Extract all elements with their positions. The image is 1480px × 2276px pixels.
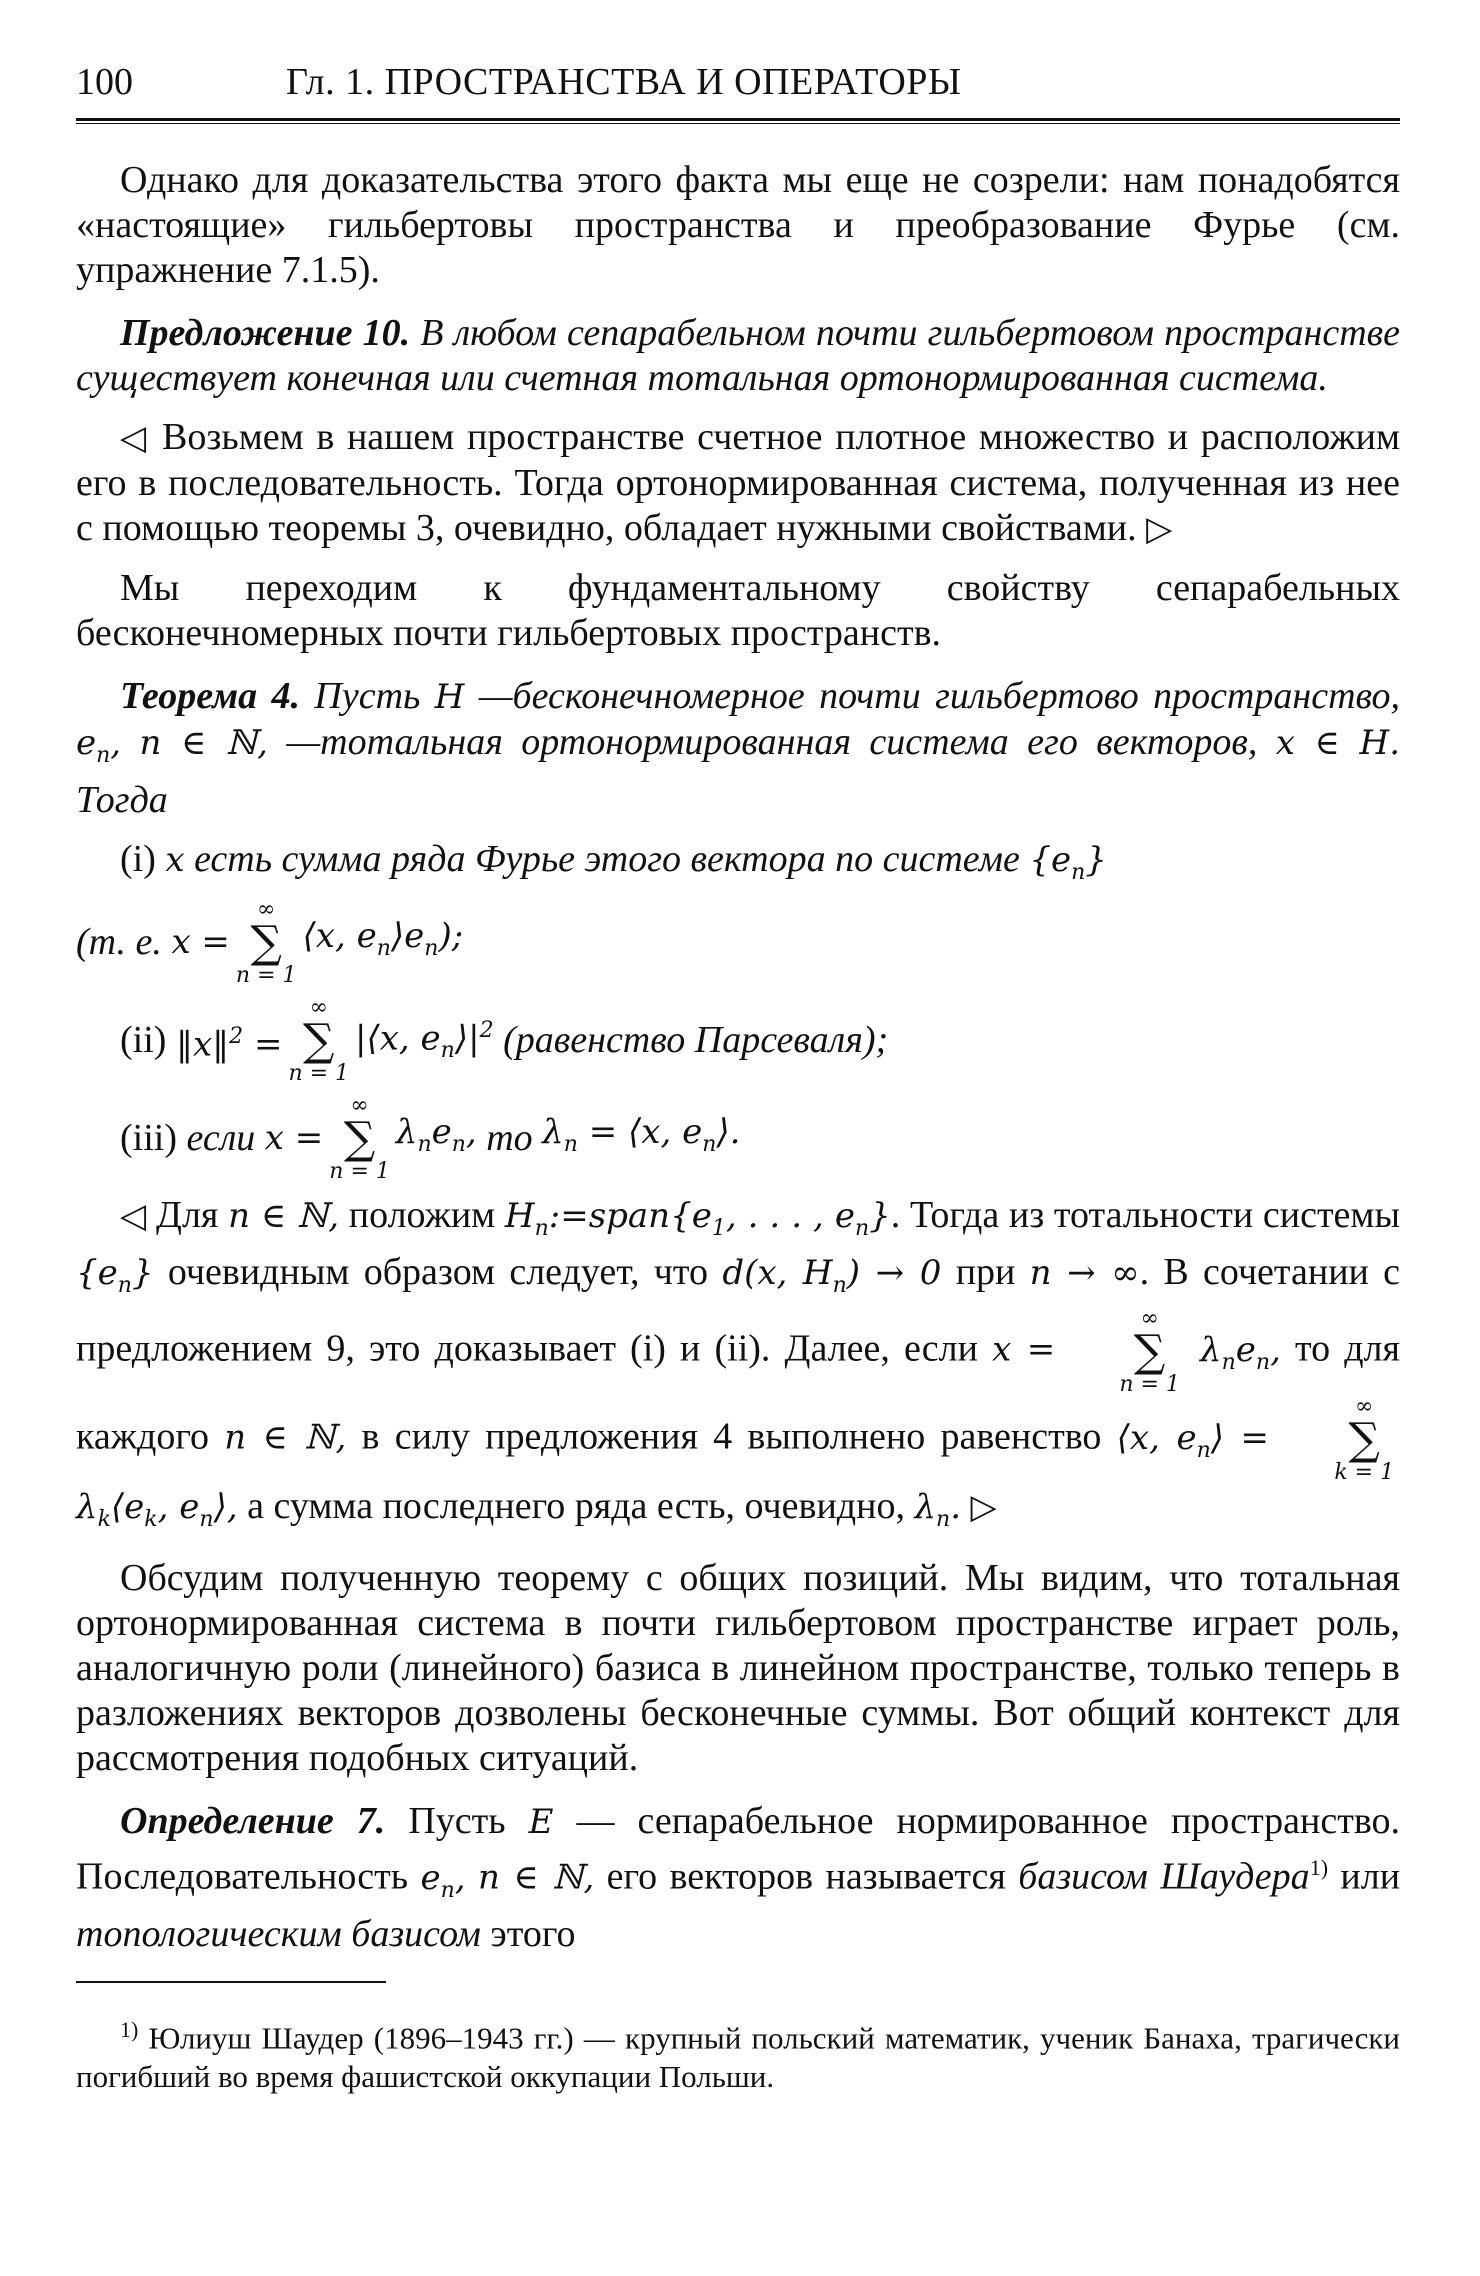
theorem-text-3: —тотальная ортонормированная система его векторов, — [286, 721, 1258, 763]
math-set-en: $\{e_n\}$ — [1029, 839, 1107, 885]
math-en: $e_n$, — [76, 723, 122, 768]
definition-text-2: — сепарабельное нормированное пространство. Последовательность — [76, 1799, 1401, 1898]
math-distance: d(x, $H_n) \to 0$ — [722, 1253, 942, 1299]
proof-2-s9: а сумма последнего ряда есть, очевидно, — [247, 1485, 905, 1528]
item-i-label: (i) — [120, 837, 156, 880]
definition-label: Определение 7. — [120, 1799, 386, 1842]
running-header — [76, 60, 1400, 118]
paragraph-discussion: Обсудим полученную теорему с общих позиций. Мы видим, что тотальная ортонормированная система в почти гильбертовом пространстве играет роль, аналогичную роли (линейного) базиса в линейном пространстве, только теперь в разложениях векторов дозволены бесконечные суммы. Вот общий контекст для рассмотрения подобных ситуаций. — [76, 1556, 1400, 1779]
proof-close-mark: ▷ — [1146, 509, 1173, 549]
proposition-10 — [76, 311, 1400, 401]
proof-2-s6: . В сочетании с предложением 9, это доказывает (i) и (ii). Далее, если — [76, 1251, 1401, 1370]
paragraph-transition: Мы переходим к фундаментальному свойству сепарабельных бесконечномерных почти гильбертовых пространств. — [76, 567, 1400, 654]
math-x: x — [165, 839, 185, 880]
definition-text-4: или — [1340, 1855, 1401, 1898]
math-n-to-inf: n → ∞ — [1029, 1253, 1140, 1294]
theorem-item-i — [76, 837, 1400, 895]
theorem-label: Теорема 4. — [120, 675, 301, 717]
item-i-text: есть сумма ряда Фурье этого вектора по системе — [194, 837, 1020, 880]
item-iii-then: то — [486, 1117, 533, 1160]
item-iii-formula — [120, 1092, 1400, 1184]
definition-7 — [76, 1799, 1400, 1957]
theorem-text-2: —бесконечномерное почти гильбертово пространство, — [478, 675, 1401, 717]
footnote-rule — [76, 1981, 386, 1983]
proof-2-s1: Для — [156, 1193, 219, 1236]
item-iii-label: (iii) — [120, 1117, 177, 1160]
footnote-separator — [76, 1981, 1400, 2011]
proposition-label: Предложение 10. — [120, 312, 411, 354]
proposition-text: В любом сепарабельном почти гильбертовом пространстве существует конечная или счетная тотальная ортонормированная система. — [76, 312, 1400, 399]
theorem-4 — [76, 674, 1400, 823]
term-schauder-basis: базисом Шаудера — [1018, 1855, 1310, 1898]
math-x-eq: x = — [171, 922, 230, 963]
math-lambda-k-sum: $\lambda_k⟨e_k$, $e_n⟩$, — [76, 1487, 238, 1532]
math-set-en: $\{e_n\}$ — [76, 1253, 154, 1299]
header-rule — [76, 118, 1400, 124]
math-x-in-H: x ∈ H. — [1275, 723, 1401, 763]
math-x-eq: x = — [992, 1329, 1056, 1370]
running-title: Гл. 1. ПРОСТРАНСТВА И ОПЕРАТОРЫ — [286, 61, 962, 103]
proof-2-s7: то для каждого — [76, 1327, 1401, 1458]
math-fourier-series: ⟨x, $e_n⟩e_n$); — [302, 916, 464, 961]
item-ii-name: (равенство Парсеваля); — [503, 1019, 889, 1062]
proof-2-s4: очевидным образом следует, что — [167, 1251, 708, 1294]
proof-1 — [76, 415, 1400, 552]
theorem-text-1: Пусть — [314, 675, 421, 717]
page — [76, 60, 1400, 2096]
footnote-ref[interactable]: 1) — [1309, 1854, 1329, 1880]
math-n-in-N: n ∈ ℕ, — [477, 1857, 595, 1898]
proof-open-mark: ◁ — [120, 418, 150, 458]
proof-2-s5: при — [955, 1251, 1016, 1294]
math-lambda-series: $\lambda_ne_n$, — [395, 1112, 477, 1157]
math-n-in-N: n ∈ ℕ, — [139, 723, 268, 763]
sum-symbol: ∞ ∑ n = 1 — [288, 994, 350, 1086]
footnote-mark: 1) — [120, 2017, 139, 2043]
proof-close-mark: ▷ — [970, 1487, 997, 1528]
definition-text-1: Пусть — [408, 1799, 506, 1842]
proof-1-text: Возьмем в нашем пространстве счетное плотное множество и расположим его в последовательность. Тогда ортонормированная система, полученная из нее с помощью теоремы 3, очевидно, обладает нужными свойствами. — [76, 416, 1401, 549]
math-lambda-value: $\lambda_n$ = ⟨x, $e_n⟩$. — [542, 1112, 741, 1157]
page-number: 100 — [76, 61, 133, 103]
item-iii-if: если — [186, 1117, 256, 1160]
math-x-eq: x = — [264, 1118, 324, 1159]
definition-text-5: этого — [490, 1913, 576, 1956]
definition-text-3: его векторов называется — [606, 1855, 1006, 1898]
proof-2 — [76, 1193, 1400, 1542]
paragraph-intro: Однако для доказательства этого факта мы еще не созрели: нам понадобятся «настоящие» гильбертовы пространства и преобразование Фурье (см. упражнение 7.1.5). — [76, 159, 1400, 291]
sum-symbol: ∞ ∑ n = 1 — [329, 1092, 390, 1184]
sum-symbol: ∞ ∑ n = 1 — [235, 896, 297, 988]
proof-open-mark: ◁ — [120, 1195, 147, 1236]
math-lambda-n: $\lambda_n$. — [914, 1487, 962, 1532]
term-topological-basis: топологическим базисом — [76, 1913, 481, 1956]
math-Hn-span: $H_n:=span\{e_1$, . . . , $e_n$} — [504, 1195, 891, 1241]
math-en: $e_n$, — [420, 1857, 466, 1903]
sum-symbol: ∞ ∑ k = 1 — [1334, 1394, 1395, 1486]
math-parseval: |⟨x, $e_n⟩|^2$ — [355, 1018, 494, 1064]
math-H: H — [434, 677, 465, 717]
item-ii-label: (ii) — [120, 1019, 167, 1062]
math-E: E — [528, 1801, 554, 1842]
proof-2-s3: . Тогда из тотальности системы — [890, 1193, 1400, 1236]
math-lambda-series: $\lambda_ne_n$, — [1200, 1329, 1281, 1375]
sum-symbol: ∞ ∑ n = 1 — [1119, 1306, 1180, 1398]
theorem-text-4: Тогда — [76, 778, 168, 821]
math-pair: ⟨x, $e_n⟩$ = — [1116, 1417, 1270, 1463]
math-n-in-N: n ∈ ℕ, — [224, 1417, 347, 1458]
proof-2-s8: в силу предложения 4 выполнено равенство — [361, 1415, 1102, 1458]
footnote — [76, 2011, 1400, 2095]
math-n-in-N: n ∈ ℕ, — [228, 1195, 340, 1236]
item-i-formula — [76, 896, 1400, 988]
item-ii-formula — [120, 994, 1400, 1086]
math-norm: ‖x‖$^2$ = — [175, 1023, 283, 1065]
proof-2-s2: положим — [348, 1193, 496, 1236]
footnote-text: Юлиуш Шаудер (1896–1943 гг.) — крупный польский математик, ученик Банаха, трагически погибший во время фашистской оккупации Польши. — [76, 2020, 1400, 2094]
item-i-te: (т. е. — [76, 921, 162, 964]
